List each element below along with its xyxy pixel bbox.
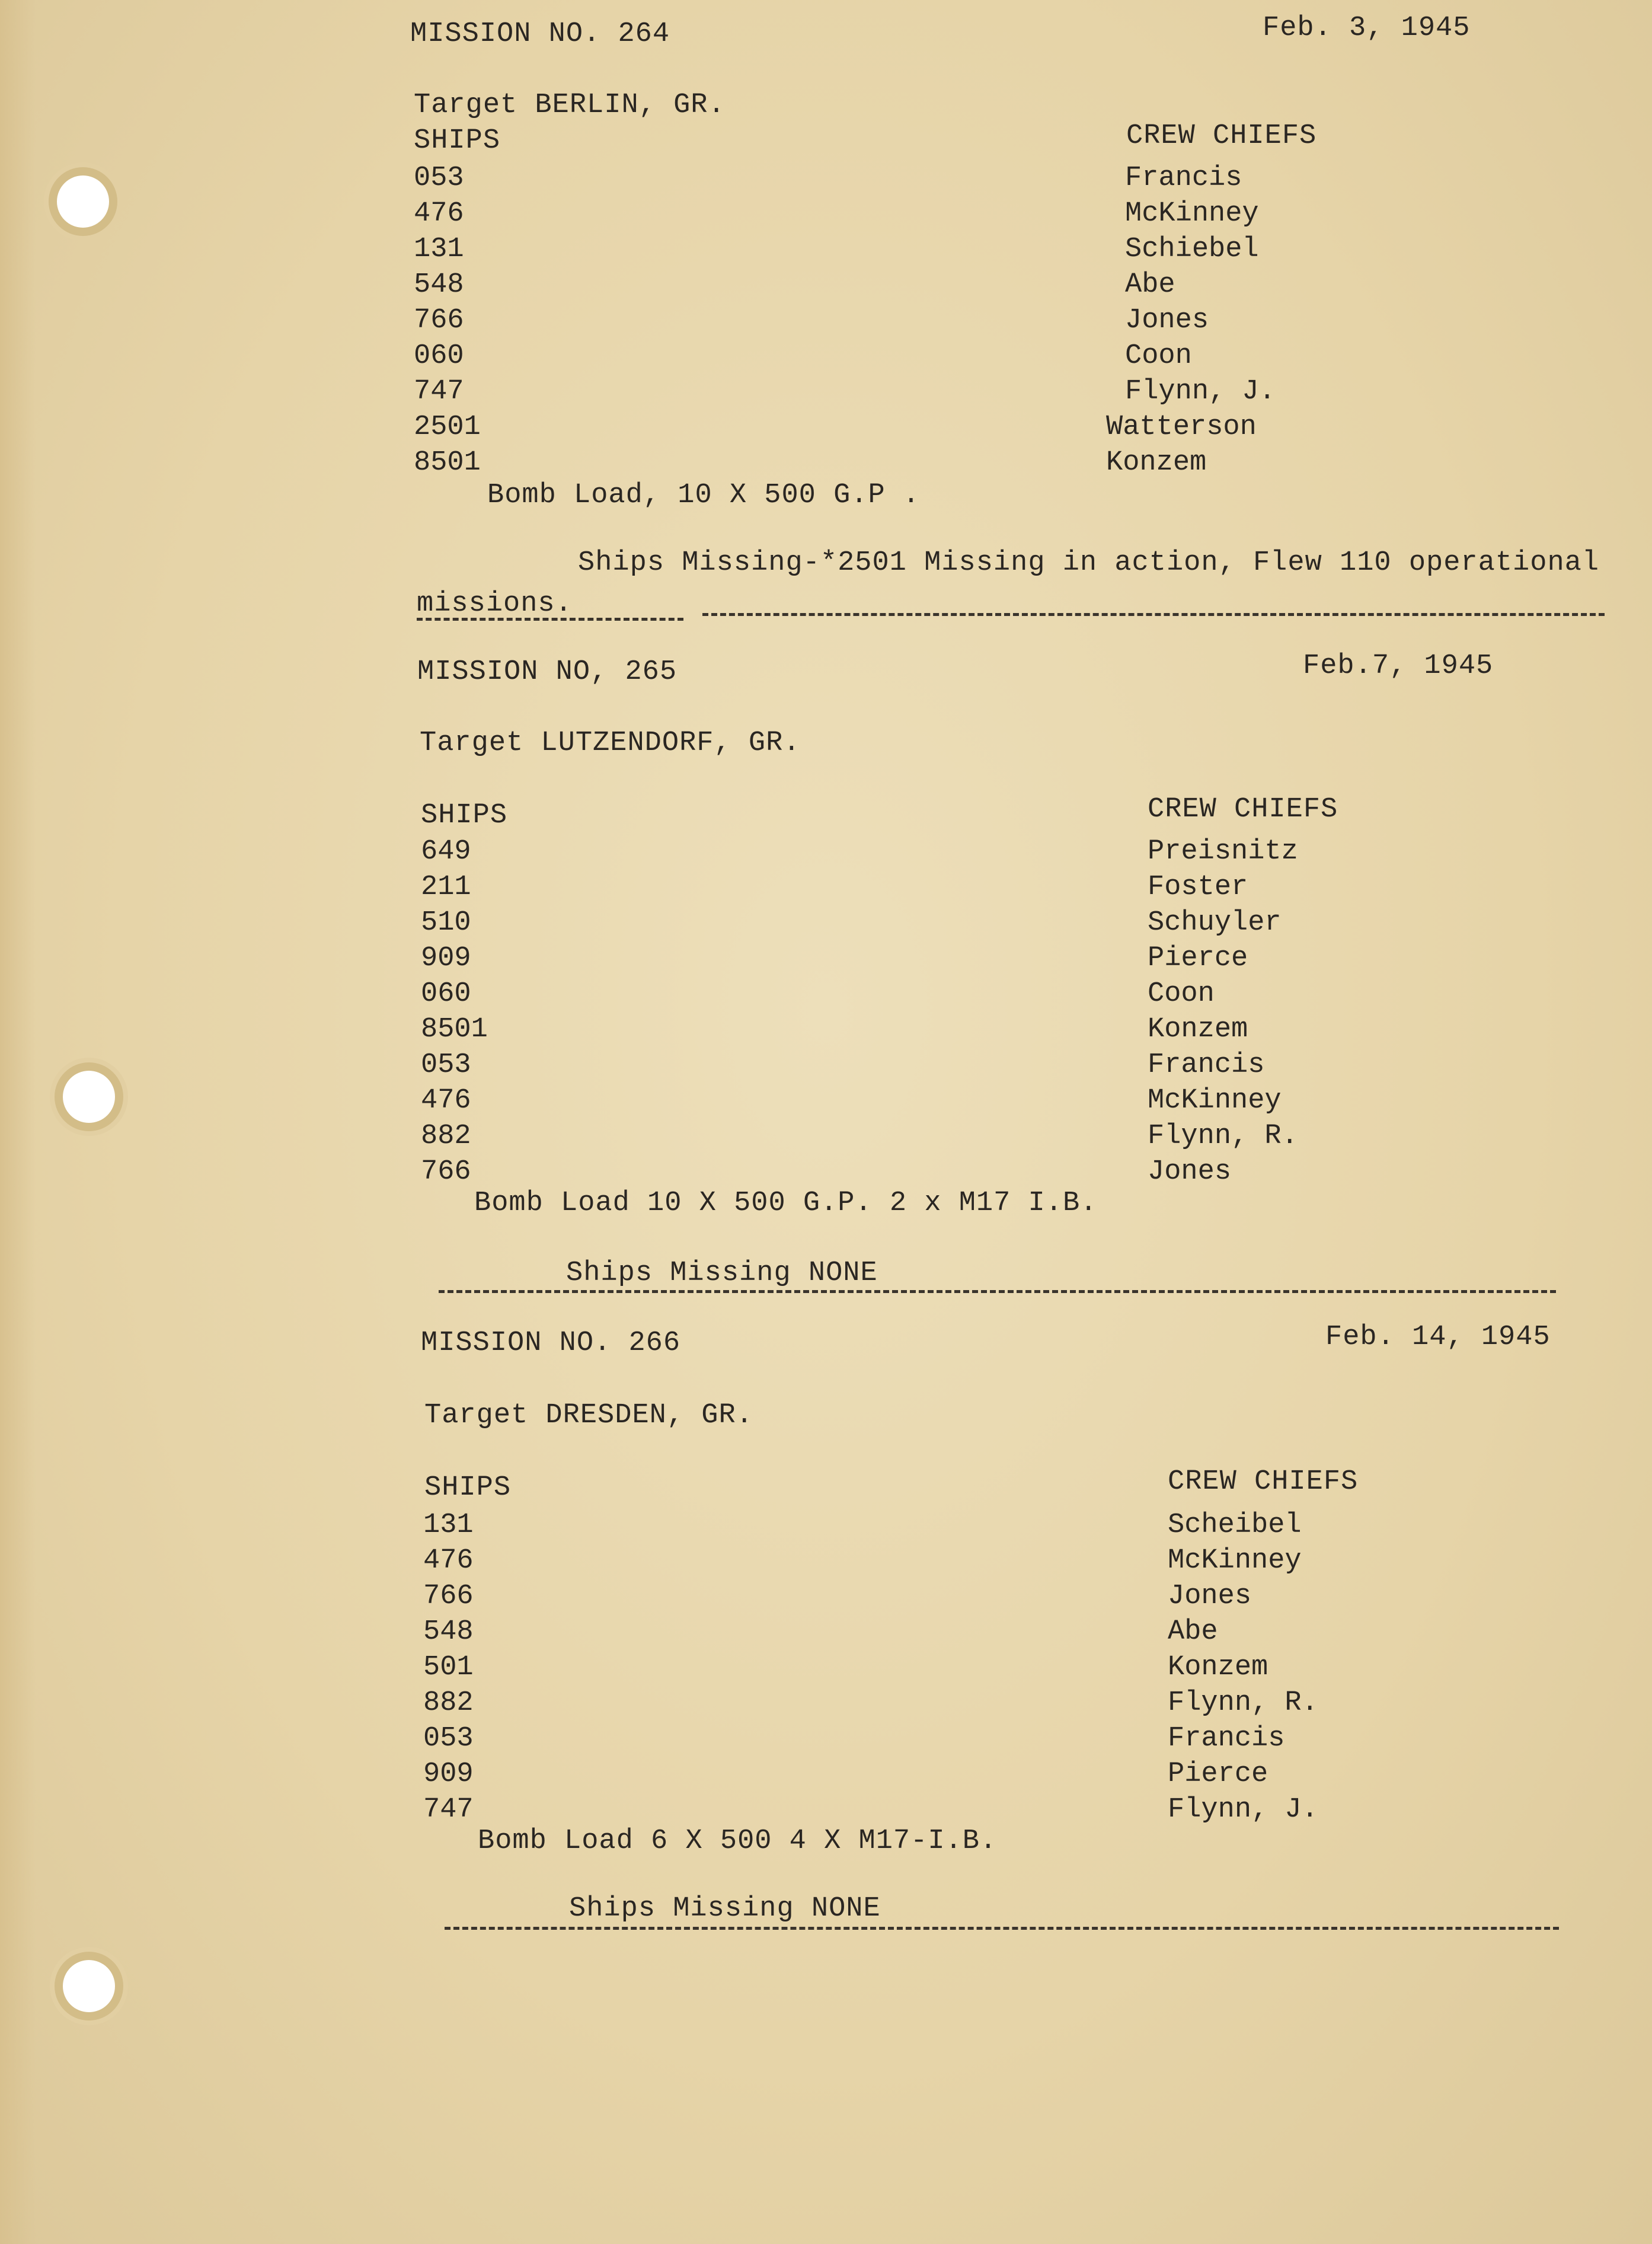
- list-item: [0, 340, 1423, 376]
- ship-number: 476: [423, 1545, 474, 1576]
- mission-date: Feb. 3, 1945: [1263, 12, 1471, 44]
- crew-chief-name: Flynn, R.: [1168, 1687, 1318, 1719]
- ship-number: 476: [421, 1085, 471, 1116]
- ship-number: 131: [423, 1509, 474, 1541]
- list-item: [0, 943, 1423, 978]
- ships-header: SHIPS: [421, 800, 508, 831]
- ships-header: SHIPS: [414, 125, 501, 157]
- ship-number: 8501: [421, 1014, 488, 1045]
- crew-chief-name: Konzem: [1168, 1652, 1268, 1683]
- ship-number: 053: [421, 1049, 471, 1081]
- ship-number: 909: [421, 943, 471, 974]
- crew-chief-name: McKinney: [1168, 1545, 1302, 1576]
- ship-number: 131: [414, 234, 464, 265]
- bomb-load: Bomb Load 6 X 500 4 X M17-I.B.: [478, 1825, 998, 1857]
- crew-chief-name: Jones: [1168, 1581, 1252, 1612]
- mission-target: Target BERLIN, GR.: [414, 90, 726, 121]
- list-item: [0, 836, 1423, 872]
- ship-number: 766: [421, 1156, 471, 1188]
- crew-chief-name: Konzem: [1148, 1014, 1248, 1045]
- crew-chief-name: Pierce: [1148, 943, 1248, 974]
- ship-number: 060: [414, 340, 464, 372]
- ship-number: 8501: [414, 447, 481, 478]
- mission-number: MISSION NO, 265: [417, 656, 678, 688]
- punch-hole: [63, 1960, 115, 2012]
- crew-chief-name: Francis: [1148, 1049, 1265, 1081]
- list-item: [0, 1581, 1423, 1616]
- crew-chief-name: Schuyler: [1148, 907, 1282, 939]
- ships-header: SHIPS: [424, 1472, 512, 1504]
- ship-number: 548: [414, 269, 464, 301]
- mission-date: Feb. 14, 1945: [1325, 1321, 1551, 1353]
- crew-chiefs-header: CREW CHIEFS: [1148, 794, 1338, 825]
- ship-number: 060: [421, 978, 471, 1010]
- crew-chiefs-header: CREW CHIEFS: [1168, 1466, 1359, 1498]
- crew-chief-name: Flynn, R.: [1148, 1121, 1298, 1152]
- crew-chief-name: Foster: [1148, 872, 1248, 903]
- list-item: [0, 234, 1423, 269]
- section-divider: [702, 613, 1605, 616]
- section-divider: [445, 1927, 1559, 1930]
- mission-number: MISSION NO. 266: [421, 1327, 681, 1359]
- bomb-load: Bomb Load 10 X 500 G.P. 2 x M17 I.B.: [474, 1188, 1098, 1219]
- ship-number: 053: [414, 162, 464, 194]
- list-item: [0, 447, 1423, 483]
- crew-chief-name: Coon: [1125, 340, 1192, 372]
- list-item: [0, 1509, 1423, 1545]
- list-item: [0, 1156, 1423, 1192]
- ship-number: 882: [423, 1687, 474, 1719]
- ship-number: 909: [423, 1758, 474, 1790]
- list-item: [0, 162, 1423, 198]
- ship-number: 501: [423, 1652, 474, 1683]
- ship-number: 053: [423, 1723, 474, 1754]
- bomb-load: Bomb Load, 10 X 500 G.P .: [487, 480, 921, 511]
- list-item: [0, 978, 1423, 1014]
- section-divider: [439, 1290, 1556, 1293]
- mission-target: Target DRESDEN, GR.: [424, 1400, 753, 1431]
- crew-chief-name: Jones: [1148, 1156, 1232, 1188]
- ship-number: 882: [421, 1121, 471, 1152]
- list-item: [0, 1121, 1423, 1156]
- list-item: [0, 1758, 1423, 1794]
- list-item: [0, 1049, 1423, 1085]
- crew-chief-name: Konzem: [1106, 447, 1207, 478]
- crew-chief-name: McKinney: [1125, 198, 1259, 229]
- crew-chief-name: McKinney: [1148, 1085, 1282, 1116]
- crew-chief-name: Flynn, J.: [1125, 376, 1276, 407]
- list-item: [0, 376, 1423, 411]
- ship-number: 211: [421, 872, 471, 903]
- ship-number: 649: [421, 836, 471, 867]
- ship-number: 747: [414, 376, 464, 407]
- list-item: [0, 1723, 1423, 1758]
- list-item: [0, 411, 1423, 447]
- crew-chiefs-header: CREW CHIEFS: [1126, 120, 1317, 152]
- crew-chief-name: Schiebel: [1125, 234, 1259, 265]
- ship-number: 766: [423, 1581, 474, 1612]
- ship-number: 548: [423, 1616, 474, 1648]
- crew-chief-name: Scheibel: [1168, 1509, 1302, 1541]
- crew-chief-name: Coon: [1148, 978, 1215, 1010]
- list-item: [0, 305, 1423, 340]
- crew-chief-name: Pierce: [1168, 1758, 1268, 1790]
- ship-number: 510: [421, 907, 471, 939]
- list-item: [0, 1687, 1423, 1723]
- crew-chief-name: Francis: [1125, 162, 1242, 194]
- list-item: [0, 1085, 1423, 1121]
- ships-missing: Ships Missing-*2501 Missing in action, Flew 110 operational: [578, 547, 1600, 579]
- list-item: [0, 1794, 1423, 1830]
- ship-number: 766: [414, 305, 464, 336]
- list-item: [0, 198, 1423, 234]
- section-divider: [417, 618, 683, 621]
- crew-chief-name: Abe: [1125, 269, 1175, 301]
- list-item: [0, 1545, 1423, 1581]
- list-item: [0, 872, 1423, 907]
- list-item: [0, 907, 1423, 943]
- ship-number: 2501: [414, 411, 481, 443]
- mission-number: MISSION NO. 264: [410, 18, 670, 50]
- mission-date: Feb.7, 1945: [1303, 650, 1494, 682]
- ship-number: 476: [414, 198, 464, 229]
- crew-chief-name: Preisnitz: [1148, 836, 1298, 867]
- crew-chief-name: Jones: [1125, 305, 1209, 336]
- list-item: [0, 1616, 1423, 1652]
- ships-missing-continued: missions.: [417, 588, 573, 620]
- list-item: [0, 269, 1423, 305]
- crew-chief-name: Flynn, J.: [1168, 1794, 1318, 1825]
- ships-missing: Ships Missing NONE: [569, 1893, 881, 1924]
- crew-chief-name: Francis: [1168, 1723, 1285, 1754]
- crew-chief-name: Abe: [1168, 1616, 1218, 1648]
- ship-number: 747: [423, 1794, 474, 1825]
- ships-missing: Ships Missing NONE: [566, 1257, 878, 1289]
- list-item: [0, 1652, 1423, 1687]
- crew-chief-name: Watterson: [1106, 411, 1257, 443]
- list-item: [0, 1014, 1423, 1049]
- mission-target: Target LUTZENDORF, GR.: [420, 727, 801, 759]
